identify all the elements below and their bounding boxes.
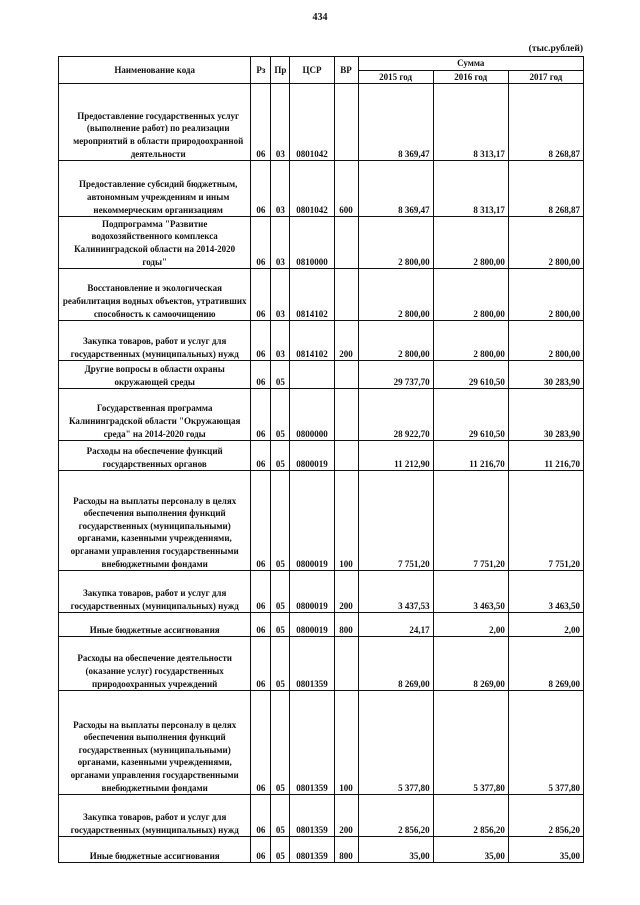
row-2016: 2 856,20 [433, 795, 508, 837]
row-vr [334, 269, 358, 321]
row-pr: 05 [271, 471, 290, 571]
table-row [59, 613, 584, 637]
row-csr: 0801359 [290, 691, 334, 795]
row-name: Государственная программа Калининградской области "Окружающая среда" на 2014-2020 годы [59, 389, 251, 441]
row-2015: 35,00 [358, 837, 433, 863]
row-pr: 05 [271, 613, 290, 637]
row-2017: 8 269,00 [508, 637, 583, 691]
row-vr: 600 [334, 161, 358, 217]
row-2016: 2 800,00 [433, 217, 508, 269]
row-rz: 06 [251, 161, 271, 217]
row-name: Закупка товаров, работ и услуг для государственных (муниципальных) нужд [59, 321, 251, 361]
row-csr: 0800000 [290, 389, 334, 441]
row-rz: 06 [251, 361, 271, 389]
row-name: Восстановление и экологическая реабилитация водных объектов, утративших способность к самоочищению [59, 269, 251, 321]
row-pr: 03 [271, 269, 290, 321]
row-vr: 200 [334, 571, 358, 613]
row-rz: 06 [251, 613, 271, 637]
row-2017: 2 800,00 [508, 217, 583, 269]
row-vr [334, 84, 358, 161]
row-csr [290, 361, 334, 389]
table-row [59, 471, 584, 571]
row-2017: 5 377,80 [508, 691, 583, 795]
row-vr: 100 [334, 691, 358, 795]
row-2016: 2 800,00 [433, 269, 508, 321]
row-2017: 3 463,50 [508, 571, 583, 613]
row-2015: 8 269,00 [358, 637, 433, 691]
row-name: Закупка товаров, работ и услуг для государственных (муниципальных) нужд [59, 571, 251, 613]
row-pr: 03 [271, 217, 290, 269]
row-rz: 06 [251, 571, 271, 613]
row-vr: 100 [334, 471, 358, 571]
table-row [59, 837, 584, 863]
row-csr: 0801359 [290, 837, 334, 863]
row-csr: 0814102 [290, 321, 334, 361]
row-vr: 800 [334, 837, 358, 863]
row-2016: 8 269,00 [433, 637, 508, 691]
row-name: Расходы на обеспечение деятельности (оказание услуг) государственных природоохранных учреждений [59, 637, 251, 691]
table-header-row [59, 57, 584, 71]
table-row [59, 361, 584, 389]
row-pr: 05 [271, 837, 290, 863]
row-name: Расходы на выплаты персоналу в целях обеспечения выполнения функций государственных (муниципальными) органами, казенными учреждениями, органами управления государственными внебюджетными фондами [59, 691, 251, 795]
row-rz: 06 [251, 471, 271, 571]
row-rz: 06 [251, 389, 271, 441]
units-label: (тыс.рублей) [528, 44, 583, 54]
row-2017: 30 283,90 [508, 361, 583, 389]
row-rz: 06 [251, 441, 271, 471]
row-pr: 05 [271, 795, 290, 837]
header-pr: Пр [271, 57, 290, 84]
row-2016: 5 377,80 [433, 691, 508, 795]
table-row [59, 637, 584, 691]
row-pr: 05 [271, 571, 290, 613]
row-2015: 7 751,20 [358, 471, 433, 571]
row-2017: 2 800,00 [508, 269, 583, 321]
row-2017: 7 751,20 [508, 471, 583, 571]
table-row [59, 571, 584, 613]
row-rz: 06 [251, 217, 271, 269]
table-row [59, 441, 584, 471]
header-2016: 2016 год [433, 70, 508, 84]
header-sum: Сумма [358, 57, 583, 71]
row-2015: 2 856,20 [358, 795, 433, 837]
row-2015: 5 377,80 [358, 691, 433, 795]
row-name: Иные бюджетные ассигнования [59, 613, 251, 637]
row-2016: 11 216,70 [433, 441, 508, 471]
row-2015: 8 369,47 [358, 161, 433, 217]
row-pr: 05 [271, 691, 290, 795]
row-2017: 35,00 [508, 837, 583, 863]
table-row [59, 795, 584, 837]
row-name: Расходы на обеспечение функций государственных органов [59, 441, 251, 471]
row-vr [334, 389, 358, 441]
row-csr: 0810000 [290, 217, 334, 269]
row-rz: 06 [251, 269, 271, 321]
budget-table [58, 56, 584, 863]
row-2015: 11 212,90 [358, 441, 433, 471]
row-csr: 0801359 [290, 637, 334, 691]
row-pr: 05 [271, 389, 290, 441]
row-pr: 03 [271, 161, 290, 217]
row-2015: 24,17 [358, 613, 433, 637]
row-2017: 2 800,00 [508, 321, 583, 361]
row-2017: 2,00 [508, 613, 583, 637]
row-2015: 28 922,70 [358, 389, 433, 441]
row-2016: 29 610,50 [433, 361, 508, 389]
row-pr: 05 [271, 637, 290, 691]
table-row [59, 321, 584, 361]
row-2016: 3 463,50 [433, 571, 508, 613]
row-2016: 8 313,17 [433, 84, 508, 161]
table-row [59, 84, 584, 161]
row-2016: 29 610,50 [433, 389, 508, 441]
header-csr: ЦСР [290, 57, 334, 84]
row-vr: 200 [334, 321, 358, 361]
row-rz: 06 [251, 84, 271, 161]
row-rz: 06 [251, 795, 271, 837]
row-pr: 05 [271, 361, 290, 389]
row-2016: 8 313,17 [433, 161, 508, 217]
row-2015: 3 437,53 [358, 571, 433, 613]
row-pr: 03 [271, 84, 290, 161]
header-2015: 2015 год [358, 70, 433, 84]
row-name: Предоставление субсидий бюджетным, автономным учреждениям и иным некоммерческим организациям [59, 161, 251, 217]
row-2016: 2 800,00 [433, 321, 508, 361]
row-2017: 30 283,90 [508, 389, 583, 441]
table-row [59, 161, 584, 217]
row-csr: 0800019 [290, 471, 334, 571]
table-row [59, 389, 584, 441]
row-name: Расходы на выплаты персоналу в целях обеспечения выполнения функций государственных (муниципальными) органами, казенными учреждениями, органами управления государственными внебюджетными фондами [59, 471, 251, 571]
header-vr: ВР [334, 57, 358, 84]
row-pr: 05 [271, 441, 290, 471]
row-rz: 06 [251, 321, 271, 361]
row-2017: 8 268,87 [508, 84, 583, 161]
row-vr [334, 637, 358, 691]
row-2016: 2,00 [433, 613, 508, 637]
row-csr: 0801042 [290, 161, 334, 217]
row-2015: 29 737,70 [358, 361, 433, 389]
row-csr: 0800019 [290, 613, 334, 637]
row-2016: 35,00 [433, 837, 508, 863]
row-rz: 06 [251, 637, 271, 691]
table-row [59, 217, 584, 269]
row-vr: 200 [334, 795, 358, 837]
row-2015: 2 800,00 [358, 321, 433, 361]
row-name: Закупка товаров, работ и услуг для государственных (муниципальных) нужд [59, 795, 251, 837]
row-2017: 2 856,20 [508, 795, 583, 837]
row-csr: 0814102 [290, 269, 334, 321]
row-2016: 7 751,20 [433, 471, 508, 571]
row-2017: 8 268,87 [508, 161, 583, 217]
row-csr: 0801359 [290, 795, 334, 837]
row-vr [334, 217, 358, 269]
row-vr [334, 361, 358, 389]
row-name: Другие вопросы в области охраны окружающей среды [59, 361, 251, 389]
table-row [59, 269, 584, 321]
row-csr: 0800019 [290, 571, 334, 613]
header-2017: 2017 год [508, 70, 583, 84]
row-pr: 03 [271, 321, 290, 361]
row-name: Предоставление государственных услуг (выполнение работ) по реализации мероприятий в области природоохранной деятельности [59, 84, 251, 161]
row-2015: 2 800,00 [358, 269, 433, 321]
header-name: Наименование кода [59, 57, 251, 84]
row-vr: 800 [334, 613, 358, 637]
row-csr: 0801042 [290, 84, 334, 161]
row-name: Иные бюджетные ассигнования [59, 837, 251, 863]
row-2017: 11 216,70 [508, 441, 583, 471]
row-2015: 8 369,47 [358, 84, 433, 161]
page-number: 434 [312, 12, 328, 23]
row-2015: 2 800,00 [358, 217, 433, 269]
table-row [59, 691, 584, 795]
row-name: Подпрограмма "Развитие водохозяйственного комплекса Калининградской области на 2014-2020 годы" [59, 217, 251, 269]
row-vr [334, 441, 358, 471]
row-rz: 06 [251, 691, 271, 795]
row-csr: 0800019 [290, 441, 334, 471]
header-rz: Рз [251, 57, 271, 84]
row-rz: 06 [251, 837, 271, 863]
